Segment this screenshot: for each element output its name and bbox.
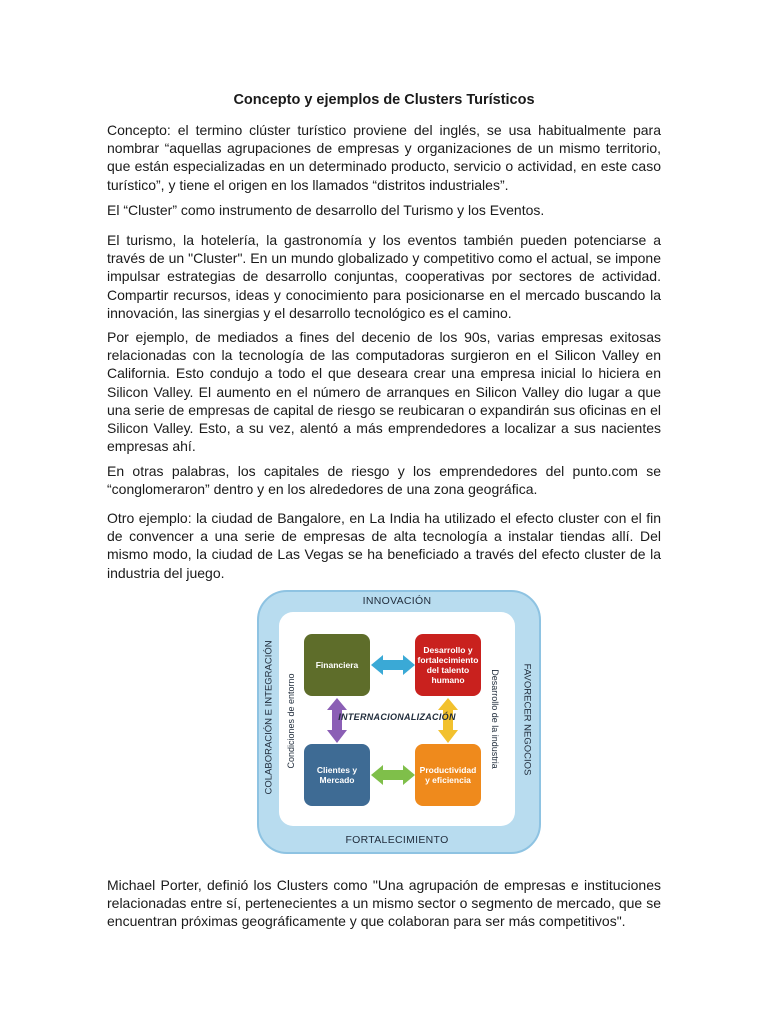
label-desarrollo-industria: Desarrollo de la industria bbox=[490, 669, 500, 769]
box-desarrollo-talento: Desarrollo y fortalecimiento del talento humano bbox=[415, 634, 481, 696]
paragraph-silicon-valley: Por ejemplo, de mediados a fines del decenio de los 90s, varias empresas exitosas relacionadas con la tecnología de las computadoras surgieron en el Silicon Valley en California. Esto condujo a todo el que deseara crear una empresa inicial lo hiciera en Silicon Valley. El aumento en el número de arranques en Silicon Valley dio lugar a que una serie de empresas de capital de riesgo se reubicaran o expandirán sus oficinas en el Silicon Valley. Esto, a su vez, alentó a más emprendedores a localizar a sus nacientes empresas ahí. bbox=[107, 329, 661, 455]
label-innovacion: INNOVACIÓN bbox=[362, 595, 432, 607]
paragraph-porter: Michael Porter, definió los Clusters como "Una agrupación de empresas e instituciones relacionadas entre sí, pertenecientes a un mismo sector o segmento de mercado, que se encuentran próximas geográficamente y que colaboran para ser más competitivos". bbox=[107, 877, 661, 930]
box-financiera: Financiera bbox=[304, 634, 370, 696]
paragraph-bangalore: Otro ejemplo: la ciudad de Bangalore, en La India ha utilizado el efecto cluster con el fin de convencer a una serie de empresas de alta tecnología a instalar tiendas allí. Del mismo modo, la ciudad de Las Vegas se ha beneficiado a través del efecto cluster de la industria del juego. bbox=[107, 510, 661, 581]
label-favorecer-negocios: FAVORECER NEGOCIOS bbox=[521, 663, 533, 776]
paragraph-capitales: En otras palabras, los capitales de riesgo y los emprendedores del punto.com se “conglomeraron” dentro y en los alrededores de una zona geográfica. bbox=[107, 463, 661, 498]
cluster-diagram bbox=[257, 590, 541, 852]
paragraph-instrumento: El “Cluster” como instrumento de desarrollo del Turismo y los Eventos. bbox=[107, 202, 545, 218]
arrow-clientes-productividad bbox=[371, 765, 415, 785]
box-productividad: Productividad y eficiencia bbox=[415, 744, 481, 806]
arrow-financiera-desarrollo bbox=[371, 655, 415, 675]
paragraph-concepto: Concepto: el termino clúster turístico proviene del inglés, se usa habitualmente para nombrar “aquellas agrupaciones de empresas y organizaciones de un mismo territorio, que están especializadas en un determinado producto, servicio o actividad, en este caso turístico”, y tiene el origen en los llamados “distritos industriales”. bbox=[107, 122, 661, 193]
label-internacionalizacion: INTERNACIONALIZACIÓN bbox=[338, 712, 456, 722]
label-fortalecimiento: FORTALECIMIENTO bbox=[345, 834, 449, 846]
paragraph-turismo: El turismo, la hotelería, la gastronomía y los eventos también pueden potenciarse a través de un "Cluster". En un mundo globalizado y competitivo como el actual, se impone impulsar estrategias de desarrollo conjuntas, cooperativas por sectores de actividad. Compartir recursos, ideas y conocimiento para posicionarse en el mercado buscando la innovación, las sinergias y el desarrollo tecnológico es el camino. bbox=[107, 232, 661, 321]
box-clientes-mercado: Clientes y Mercado bbox=[304, 744, 370, 806]
document-title: Concepto y ejemplos de Clusters Turísticos bbox=[233, 92, 535, 108]
label-condiciones-entorno: Condiciones de entorno bbox=[286, 673, 296, 769]
label-colaboracion: COLABORACIÓN E INTEGRACIÓN bbox=[263, 640, 275, 795]
